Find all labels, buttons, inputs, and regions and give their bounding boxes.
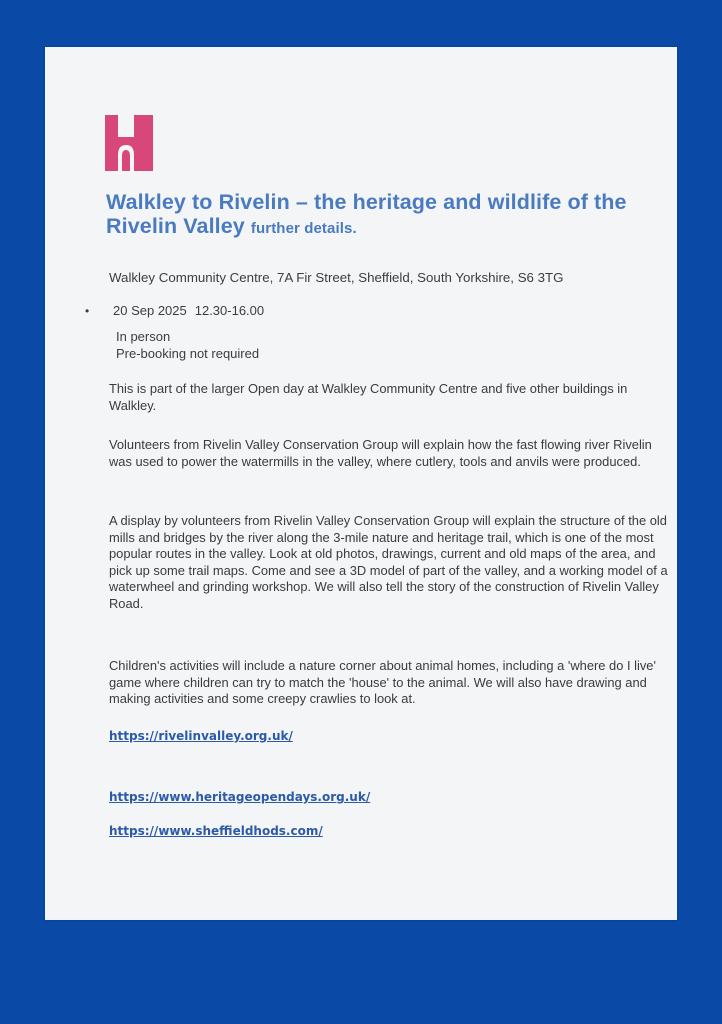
paragraph-childrens-activities: Children's activities will include a nature corner about animal homes, including a 'where do I live' game where children can try to match the 'house' to the animal. We will also have drawing and making activities and some creepy crawlies to look at. — [109, 658, 656, 707]
attendance-mode: In person — [116, 329, 171, 344]
title-main: Walkley to Rivelin – the heritage and wildlife of the Rivelin Valley — [106, 190, 627, 238]
page-title — [106, 190, 646, 241]
heritage-open-days-logo — [105, 115, 153, 171]
paragraph-volunteers: Volunteers from Rivelin Valley Conservation Group will explain how the fast flowing river Rivelin was used to power the watermills in the valley, where cutlery, tools and anvils were produced. — [109, 437, 652, 469]
sheffield-hods-link[interactable]: https://www.sheffieldhods.com/ — [109, 824, 323, 838]
paragraph-display: A display by volunteers from Rivelin Valley Conservation Group will explain the structure of the old mills and bridges by the river along the 3-mile nature and heritage trail, which is one of the most popular routes in the valley. Look at old photos, drawings, current and old maps of the area, and pick up some trail maps. Come and see a 3D model of part of the valley, and a working model of a waterwheel and grinding workshop. We will also tell the story of the construction of Rivelin Valley Road. — [109, 513, 668, 611]
event-date-row — [85, 303, 264, 318]
rivelin-valley-link[interactable]: https://rivelinvalley.org.uk/ — [109, 729, 293, 743]
event-date: 20 Sep 2025 — [113, 303, 187, 318]
event-time: 12.30-16.00 — [194, 303, 265, 318]
logo-graphic — [105, 115, 153, 171]
heritage-open-days-link[interactable]: https://www.heritageopendays.org.uk/ — [109, 790, 371, 804]
title-suffix: further details. — [250, 220, 357, 237]
flyer-sheet — [45, 47, 677, 920]
paragraph-open-day: This is part of the larger Open day at Walkley Community Centre and five other buildings in Walkley. — [109, 381, 628, 413]
bullet-icon: • — [85, 304, 90, 318]
booking-info: Pre-booking not required — [116, 346, 260, 361]
event-address: Walkley Community Centre, 7A Fir Street, Sheffield, South Yorkshire, S6 3TG — [109, 270, 564, 285]
attendance-info — [116, 328, 259, 362]
